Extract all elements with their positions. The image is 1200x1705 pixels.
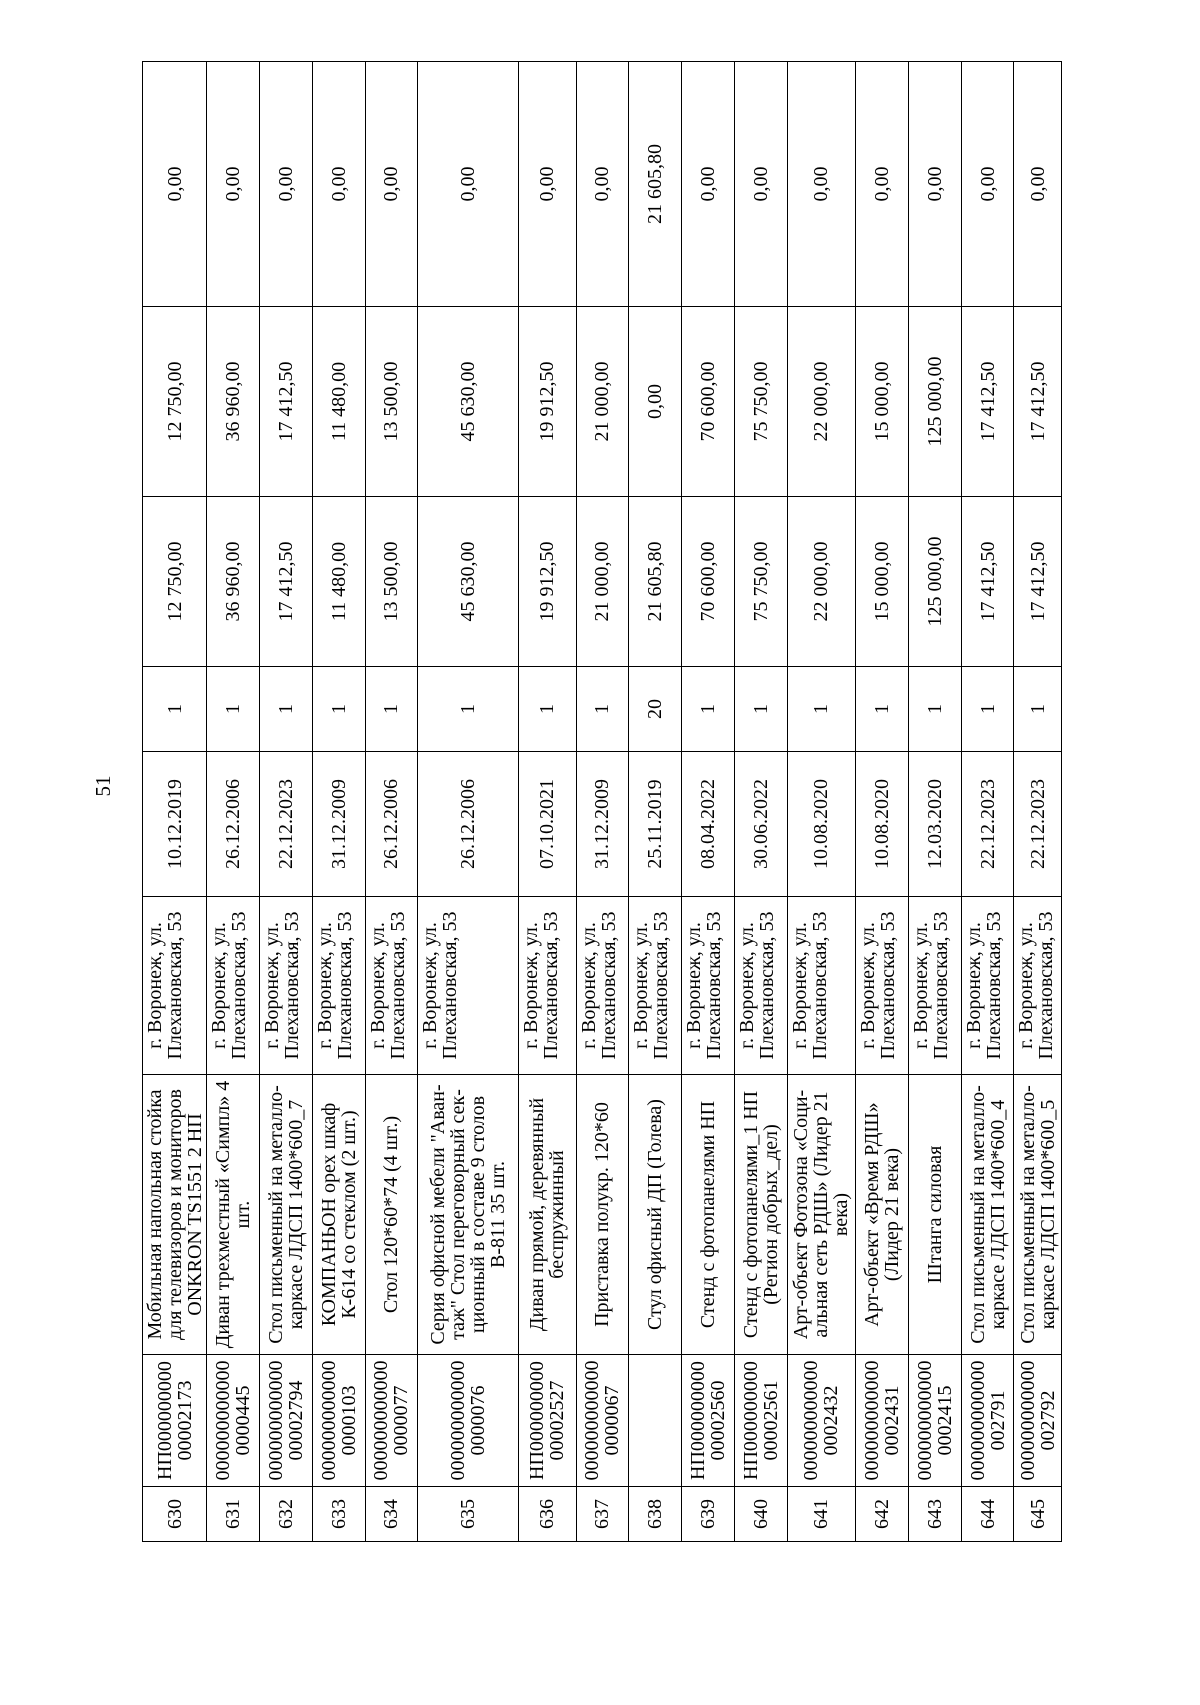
item-name-cell: Арт-объект Фотозона «Соци-альная сеть РДШ» (Лидер 21 века) <box>787 1075 856 1355</box>
inventory-code-cell: 000000000000 0000103 <box>312 1355 365 1487</box>
inventory-code-cell: 000000000000 0000076 <box>418 1355 518 1487</box>
table-row <box>576 62 629 1542</box>
address-cell: г. Воронеж, ул. Плехановская, 53 <box>518 897 576 1075</box>
residual-value-cell: 0,00 <box>734 62 787 307</box>
cost-cell: 17 412,50 <box>961 497 1014 667</box>
date-cell: 10.08.2020 <box>856 752 909 897</box>
quantity-cell: 1 <box>143 667 207 752</box>
row-number-cell: 630 <box>143 1487 207 1542</box>
date-cell: 07.10.2021 <box>518 752 576 897</box>
address-cell: г. Воронеж, ул. Плехановская, 53 <box>1014 897 1062 1075</box>
inventory-code-cell: 000000000000 002792 <box>1014 1355 1062 1487</box>
quantity-cell: 1 <box>856 667 909 752</box>
row-number-cell: 638 <box>629 1487 682 1542</box>
quantity-cell: 1 <box>734 667 787 752</box>
quantity-cell: 1 <box>418 667 518 752</box>
quantity-cell: 1 <box>312 667 365 752</box>
item-name-cell: Стенд с фотопанелями_1 НП (Регион добрых_дел) <box>734 1075 787 1355</box>
date-cell: 31.12.2009 <box>312 752 365 897</box>
row-number-cell: 631 <box>207 1487 260 1542</box>
address-cell: г. Воронеж, ул. Плехановская, 53 <box>418 897 518 1075</box>
quantity-cell: 1 <box>1014 667 1062 752</box>
row-number-cell: 639 <box>682 1487 735 1542</box>
row-number-cell: 634 <box>365 1487 418 1542</box>
table-row <box>961 62 1014 1542</box>
residual-value-cell: 0,00 <box>260 62 313 307</box>
date-cell: 10.12.2019 <box>143 752 207 897</box>
cost-cell: 22 000,00 <box>787 497 856 667</box>
row-number-cell: 633 <box>312 1487 365 1542</box>
row-number-cell: 641 <box>787 1487 856 1542</box>
item-name-cell: Стол письменный на металло-каркасе ЛДСП 1400*600_7 <box>260 1075 313 1355</box>
inventory-code-cell: 000000000000 0000077 <box>365 1355 418 1487</box>
inventory-code-cell: 000000000000 0002431 <box>856 1355 909 1487</box>
row-number-cell: 645 <box>1014 1487 1062 1542</box>
table-row <box>518 62 576 1542</box>
table-row <box>207 62 260 1542</box>
residual-value-cell: 0,00 <box>518 62 576 307</box>
quantity-cell: 1 <box>682 667 735 752</box>
table-row <box>365 62 418 1542</box>
page-number: 51 <box>90 775 115 797</box>
item-name-cell: Арт-объект «Время РДШ» (Лидер 21 века) <box>856 1075 909 1355</box>
date-cell: 22.12.2023 <box>1014 752 1062 897</box>
address-cell: г. Воронеж, ул. Плехановская, 53 <box>365 897 418 1075</box>
date-cell: 26.12.2006 <box>365 752 418 897</box>
depreciation-cell: 19 912,50 <box>518 307 576 497</box>
item-name-cell: Стенд с фотопанелями НП <box>682 1075 735 1355</box>
date-cell: 10.08.2020 <box>787 752 856 897</box>
inventory-code-cell: НП000000000 00002173 <box>143 1355 207 1487</box>
date-cell: 22.12.2023 <box>260 752 313 897</box>
cost-cell: 12 750,00 <box>143 497 207 667</box>
inventory-table <box>142 61 1062 1542</box>
depreciation-cell: 17 412,50 <box>260 307 313 497</box>
cost-cell: 21 000,00 <box>576 497 629 667</box>
date-cell: 31.12.2009 <box>576 752 629 897</box>
inventory-code-cell: 000000000000 0000067 <box>576 1355 629 1487</box>
item-name-cell: Стул офисный ДП (Голева) <box>629 1075 682 1355</box>
row-number-cell: 637 <box>576 1487 629 1542</box>
row-number-cell: 642 <box>856 1487 909 1542</box>
address-cell: г. Воронеж, ул. Плехановская, 53 <box>312 897 365 1075</box>
residual-value-cell: 0,00 <box>787 62 856 307</box>
date-cell: 30.06.2022 <box>734 752 787 897</box>
residual-value-cell: 0,00 <box>908 62 961 307</box>
row-number-cell: 635 <box>418 1487 518 1542</box>
item-name-cell: Стол письменный на металло-каркасе ЛДСП 1400*600_4 <box>961 1075 1014 1355</box>
address-cell: г. Воронеж, ул. Плехановская, 53 <box>260 897 313 1075</box>
item-name-cell: Стол письменный на металло-каркасе ЛДСП 1400*600_5 <box>1014 1075 1062 1355</box>
address-cell: г. Воронеж, ул. Плехановская, 53 <box>629 897 682 1075</box>
cost-cell: 70 600,00 <box>682 497 735 667</box>
inventory-code-cell: 000000000000 00002794 <box>260 1355 313 1487</box>
residual-value-cell: 0,00 <box>418 62 518 307</box>
quantity-cell: 1 <box>576 667 629 752</box>
quantity-cell: 1 <box>961 667 1014 752</box>
depreciation-cell: 36 960,00 <box>207 307 260 497</box>
date-cell: 22.12.2023 <box>961 752 1014 897</box>
residual-value-cell: 21 605,80 <box>629 62 682 307</box>
table-row <box>312 62 365 1542</box>
inventory-code-cell: 000000000000 002791 <box>961 1355 1014 1487</box>
depreciation-cell: 11 480,00 <box>312 307 365 497</box>
depreciation-cell: 0,00 <box>629 307 682 497</box>
inventory-code-cell: 000000000000 0000445 <box>207 1355 260 1487</box>
row-number-cell: 632 <box>260 1487 313 1542</box>
address-cell: г. Воронеж, ул. Плехановская, 53 <box>207 897 260 1075</box>
address-cell: г. Воронеж, ул. Плехановская, 53 <box>908 897 961 1075</box>
depreciation-cell: 12 750,00 <box>143 307 207 497</box>
depreciation-cell: 21 000,00 <box>576 307 629 497</box>
inventory-table-rotated <box>142 62 1062 1542</box>
cost-cell: 11 480,00 <box>312 497 365 667</box>
depreciation-cell: 13 500,00 <box>365 307 418 497</box>
quantity-cell: 1 <box>787 667 856 752</box>
inventory-code-cell: НП000000000 00002560 <box>682 1355 735 1487</box>
date-cell: 08.04.2022 <box>682 752 735 897</box>
address-cell: г. Воронеж, ул. Плехановская, 53 <box>856 897 909 1075</box>
inventory-code-cell: 000000000000 0002415 <box>908 1355 961 1487</box>
quantity-cell: 1 <box>207 667 260 752</box>
cost-cell: 17 412,50 <box>1014 497 1062 667</box>
quantity-cell: 20 <box>629 667 682 752</box>
address-cell: г. Воронеж, ул. Плехановская, 53 <box>682 897 735 1075</box>
residual-value-cell: 0,00 <box>961 62 1014 307</box>
item-name-cell: Стол 120*60*74 (4 шт.) <box>365 1075 418 1355</box>
residual-value-cell: 0,00 <box>207 62 260 307</box>
date-cell: 25.11.2019 <box>629 752 682 897</box>
cost-cell: 21 605,80 <box>629 497 682 667</box>
table-row <box>856 62 909 1542</box>
row-number-cell: 644 <box>961 1487 1014 1542</box>
date-cell: 12.03.2020 <box>908 752 961 897</box>
quantity-cell: 1 <box>518 667 576 752</box>
table-row <box>908 62 961 1542</box>
table-row <box>787 62 856 1542</box>
table-row <box>682 62 735 1542</box>
item-name-cell: Диван прямой, деревянный беспружинный <box>518 1075 576 1355</box>
cost-cell: 125 000,00 <box>908 497 961 667</box>
cost-cell: 45 630,00 <box>418 497 518 667</box>
residual-value-cell: 0,00 <box>856 62 909 307</box>
table-row <box>260 62 313 1542</box>
quantity-cell: 1 <box>260 667 313 752</box>
address-cell: г. Воронеж, ул. Плехановская, 53 <box>961 897 1014 1075</box>
table-row <box>1014 62 1062 1542</box>
row-number-cell: 640 <box>734 1487 787 1542</box>
address-cell: г. Воронеж, ул. Плехановская, 53 <box>787 897 856 1075</box>
table-row <box>734 62 787 1542</box>
depreciation-cell: 17 412,50 <box>961 307 1014 497</box>
quantity-cell: 1 <box>365 667 418 752</box>
depreciation-cell: 75 750,00 <box>734 307 787 497</box>
table-row <box>629 62 682 1542</box>
depreciation-cell: 125 000,00 <box>908 307 961 497</box>
depreciation-cell: 45 630,00 <box>418 307 518 497</box>
residual-value-cell: 0,00 <box>143 62 207 307</box>
depreciation-cell: 17 412,50 <box>1014 307 1062 497</box>
cost-cell: 17 412,50 <box>260 497 313 667</box>
item-name-cell: КОМПАНЬОН орех шкаф К-614 со стеклом (2 шт.) <box>312 1075 365 1355</box>
residual-value-cell: 0,00 <box>312 62 365 307</box>
residual-value-cell: 0,00 <box>1014 62 1062 307</box>
table-row <box>143 62 207 1542</box>
item-name-cell: Серия офисной мебели "Аван-таж" Стол переговорный сек-ционный в составе 9 столов В-811 35 шт. <box>418 1075 518 1355</box>
depreciation-cell: 22 000,00 <box>787 307 856 497</box>
cost-cell: 13 500,00 <box>365 497 418 667</box>
address-cell: г. Воронеж, ул. Плехановская, 53 <box>576 897 629 1075</box>
inventory-code-cell: 000000000000 0002432 <box>787 1355 856 1487</box>
date-cell: 26.12.2006 <box>418 752 518 897</box>
residual-value-cell: 0,00 <box>365 62 418 307</box>
residual-value-cell: 0,00 <box>682 62 735 307</box>
address-cell: г. Воронеж, ул. Плехановская, 53 <box>143 897 207 1075</box>
item-name-cell: Штанга силовая <box>908 1075 961 1355</box>
depreciation-cell: 15 000,00 <box>856 307 909 497</box>
cost-cell: 15 000,00 <box>856 497 909 667</box>
row-number-cell: 643 <box>908 1487 961 1542</box>
item-name-cell: Мобильная напольная стойка для телевизоров и мониторов ONKRON TS1551 2 НП <box>143 1075 207 1355</box>
inventory-code-cell: НП000000000 00002527 <box>518 1355 576 1487</box>
item-name-cell: Приставка полукр. 120*60 <box>576 1075 629 1355</box>
cost-cell: 36 960,00 <box>207 497 260 667</box>
address-cell: г. Воронеж, ул. Плехановская, 53 <box>734 897 787 1075</box>
item-name-cell: Диван трехместный «Симпл» 4 шт. <box>207 1075 260 1355</box>
cost-cell: 19 912,50 <box>518 497 576 667</box>
row-number-cell: 636 <box>518 1487 576 1542</box>
table-body <box>143 62 1062 1542</box>
quantity-cell: 1 <box>908 667 961 752</box>
depreciation-cell: 70 600,00 <box>682 307 735 497</box>
inventory-code-cell: НП000000000 00002561 <box>734 1355 787 1487</box>
residual-value-cell: 0,00 <box>576 62 629 307</box>
cost-cell: 75 750,00 <box>734 497 787 667</box>
date-cell: 26.12.2006 <box>207 752 260 897</box>
inventory-code-cell <box>629 1355 682 1487</box>
table-row <box>418 62 518 1542</box>
